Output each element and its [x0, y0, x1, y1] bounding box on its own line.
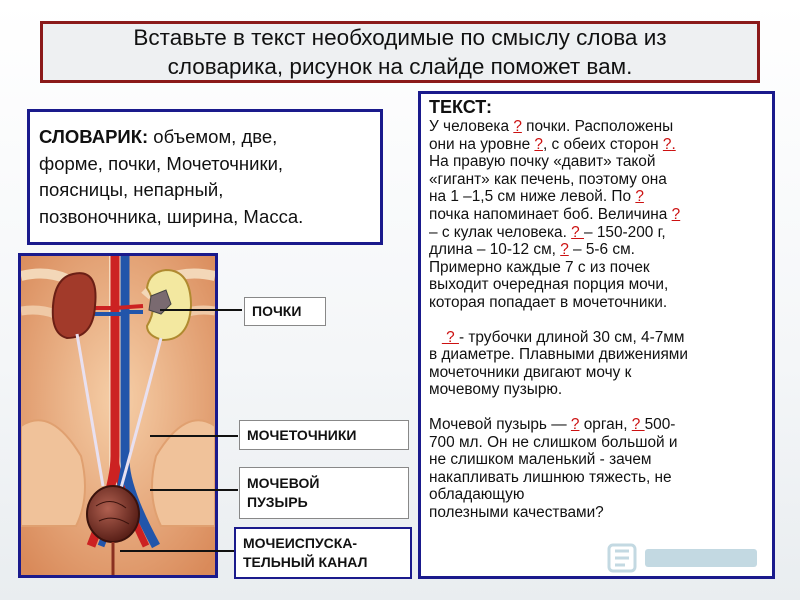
text-line: Примерно каждые 7 с из почек	[429, 258, 650, 276]
text-line: ? - трубочки длиной 30 см, 4-7мм	[441, 328, 685, 346]
label-bladder-line-2: ПУЗЫРЬ	[247, 494, 308, 510]
label-urethra	[234, 527, 412, 579]
text-line: на 1 –1,5 см ниже левой. По ?	[429, 188, 644, 206]
blank-link[interactable]: ?	[441, 328, 459, 346]
label-bladder-line-1: МОЧЕВОЙ	[247, 475, 320, 491]
dictionary-heading: СЛОВАРИК:	[39, 126, 149, 147]
leader-line-ureters	[150, 435, 238, 437]
slide-title	[40, 21, 760, 83]
urinary-system-diagram	[18, 253, 218, 578]
label-urethra-line-2: ТЕЛЬНЫЙ КАНАЛ	[243, 554, 368, 570]
text-line: У человека ? почки. Расположены	[429, 118, 674, 135]
dictionary-line: объемом, две,	[148, 126, 278, 147]
text-line: выходит очередная порция мочи,	[429, 276, 669, 294]
blank-link[interactable]: ?	[560, 241, 569, 259]
label-kidneys: ПОЧКИ	[244, 297, 326, 326]
text-line: длина – 10-12 см, ? – 5-6 см.	[429, 241, 635, 259]
label-ureters: МОЧЕТОЧНИКИ	[239, 420, 409, 450]
text-line: – с кулак человека. ? – 150-200 г,	[429, 223, 666, 241]
watermark-logo-icon	[605, 537, 765, 577]
blank-link[interactable]: ?	[631, 415, 645, 433]
leader-line-urethra	[120, 550, 235, 552]
anatomy-illustration	[21, 256, 215, 575]
dictionary-line: поясницы, непарный,	[39, 179, 224, 200]
text-line: На правую почку «давит» такой	[429, 153, 656, 171]
dictionary-line: форме, почки, Мочеточники,	[39, 152, 284, 174]
text-line: Мочевой пузырь — ? орган, ? 500-	[429, 415, 676, 433]
blank-link[interactable]: ?	[635, 188, 644, 206]
text-line: в диаметре. Плавными движениями	[429, 346, 688, 364]
text-line: мочевому пузырю.	[429, 381, 563, 399]
blank-link[interactable]: ?	[662, 135, 672, 153]
blank-link[interactable]: ?	[571, 223, 584, 241]
leader-line-kidneys	[160, 309, 242, 311]
dictionary-box	[27, 109, 383, 245]
text-line: полезными качествами?	[429, 503, 604, 521]
text-line: «гигант» как печень, поэтому она	[429, 170, 667, 188]
text-line: не слишком маленький - зачем	[429, 451, 652, 469]
label-urethra-line-1: МОЧЕИСПУСКА-	[243, 535, 358, 551]
blank-link[interactable]: ?	[534, 135, 543, 153]
label-bladder	[239, 467, 409, 519]
text-line: которая попадает в мочеточники.	[429, 293, 668, 311]
title-line-1: Вставьте в текст необходимые по смыслу слова из	[133, 25, 667, 50]
text-line: 700 мл. Он не слишком большой и	[429, 433, 678, 451]
bladder-icon	[87, 486, 139, 542]
text-line: обладающую	[429, 486, 525, 504]
text-line: накапливать лишнюю тяжесть, не	[429, 468, 672, 486]
blank-link[interactable]: ?	[570, 415, 580, 433]
text-box	[418, 91, 775, 579]
text-line: они на уровне ?, с обеих сторон ?.	[429, 135, 676, 153]
text-line: почка напоминает боб. Величина ?	[429, 205, 681, 223]
leader-line-bladder	[150, 489, 238, 491]
dictionary-line: позвоночника, ширина, Масса.	[39, 205, 304, 227]
kidney-icon	[53, 273, 96, 338]
text-line: мочеточники двигают мочу к	[429, 363, 632, 381]
blank-link[interactable]: ?	[671, 205, 681, 223]
title-line-2: словарика, рисунок на слайде поможет вам.	[167, 54, 633, 79]
text-heading: ТЕКСТ:	[429, 97, 493, 117]
blank-link[interactable]: ?	[513, 118, 522, 135]
